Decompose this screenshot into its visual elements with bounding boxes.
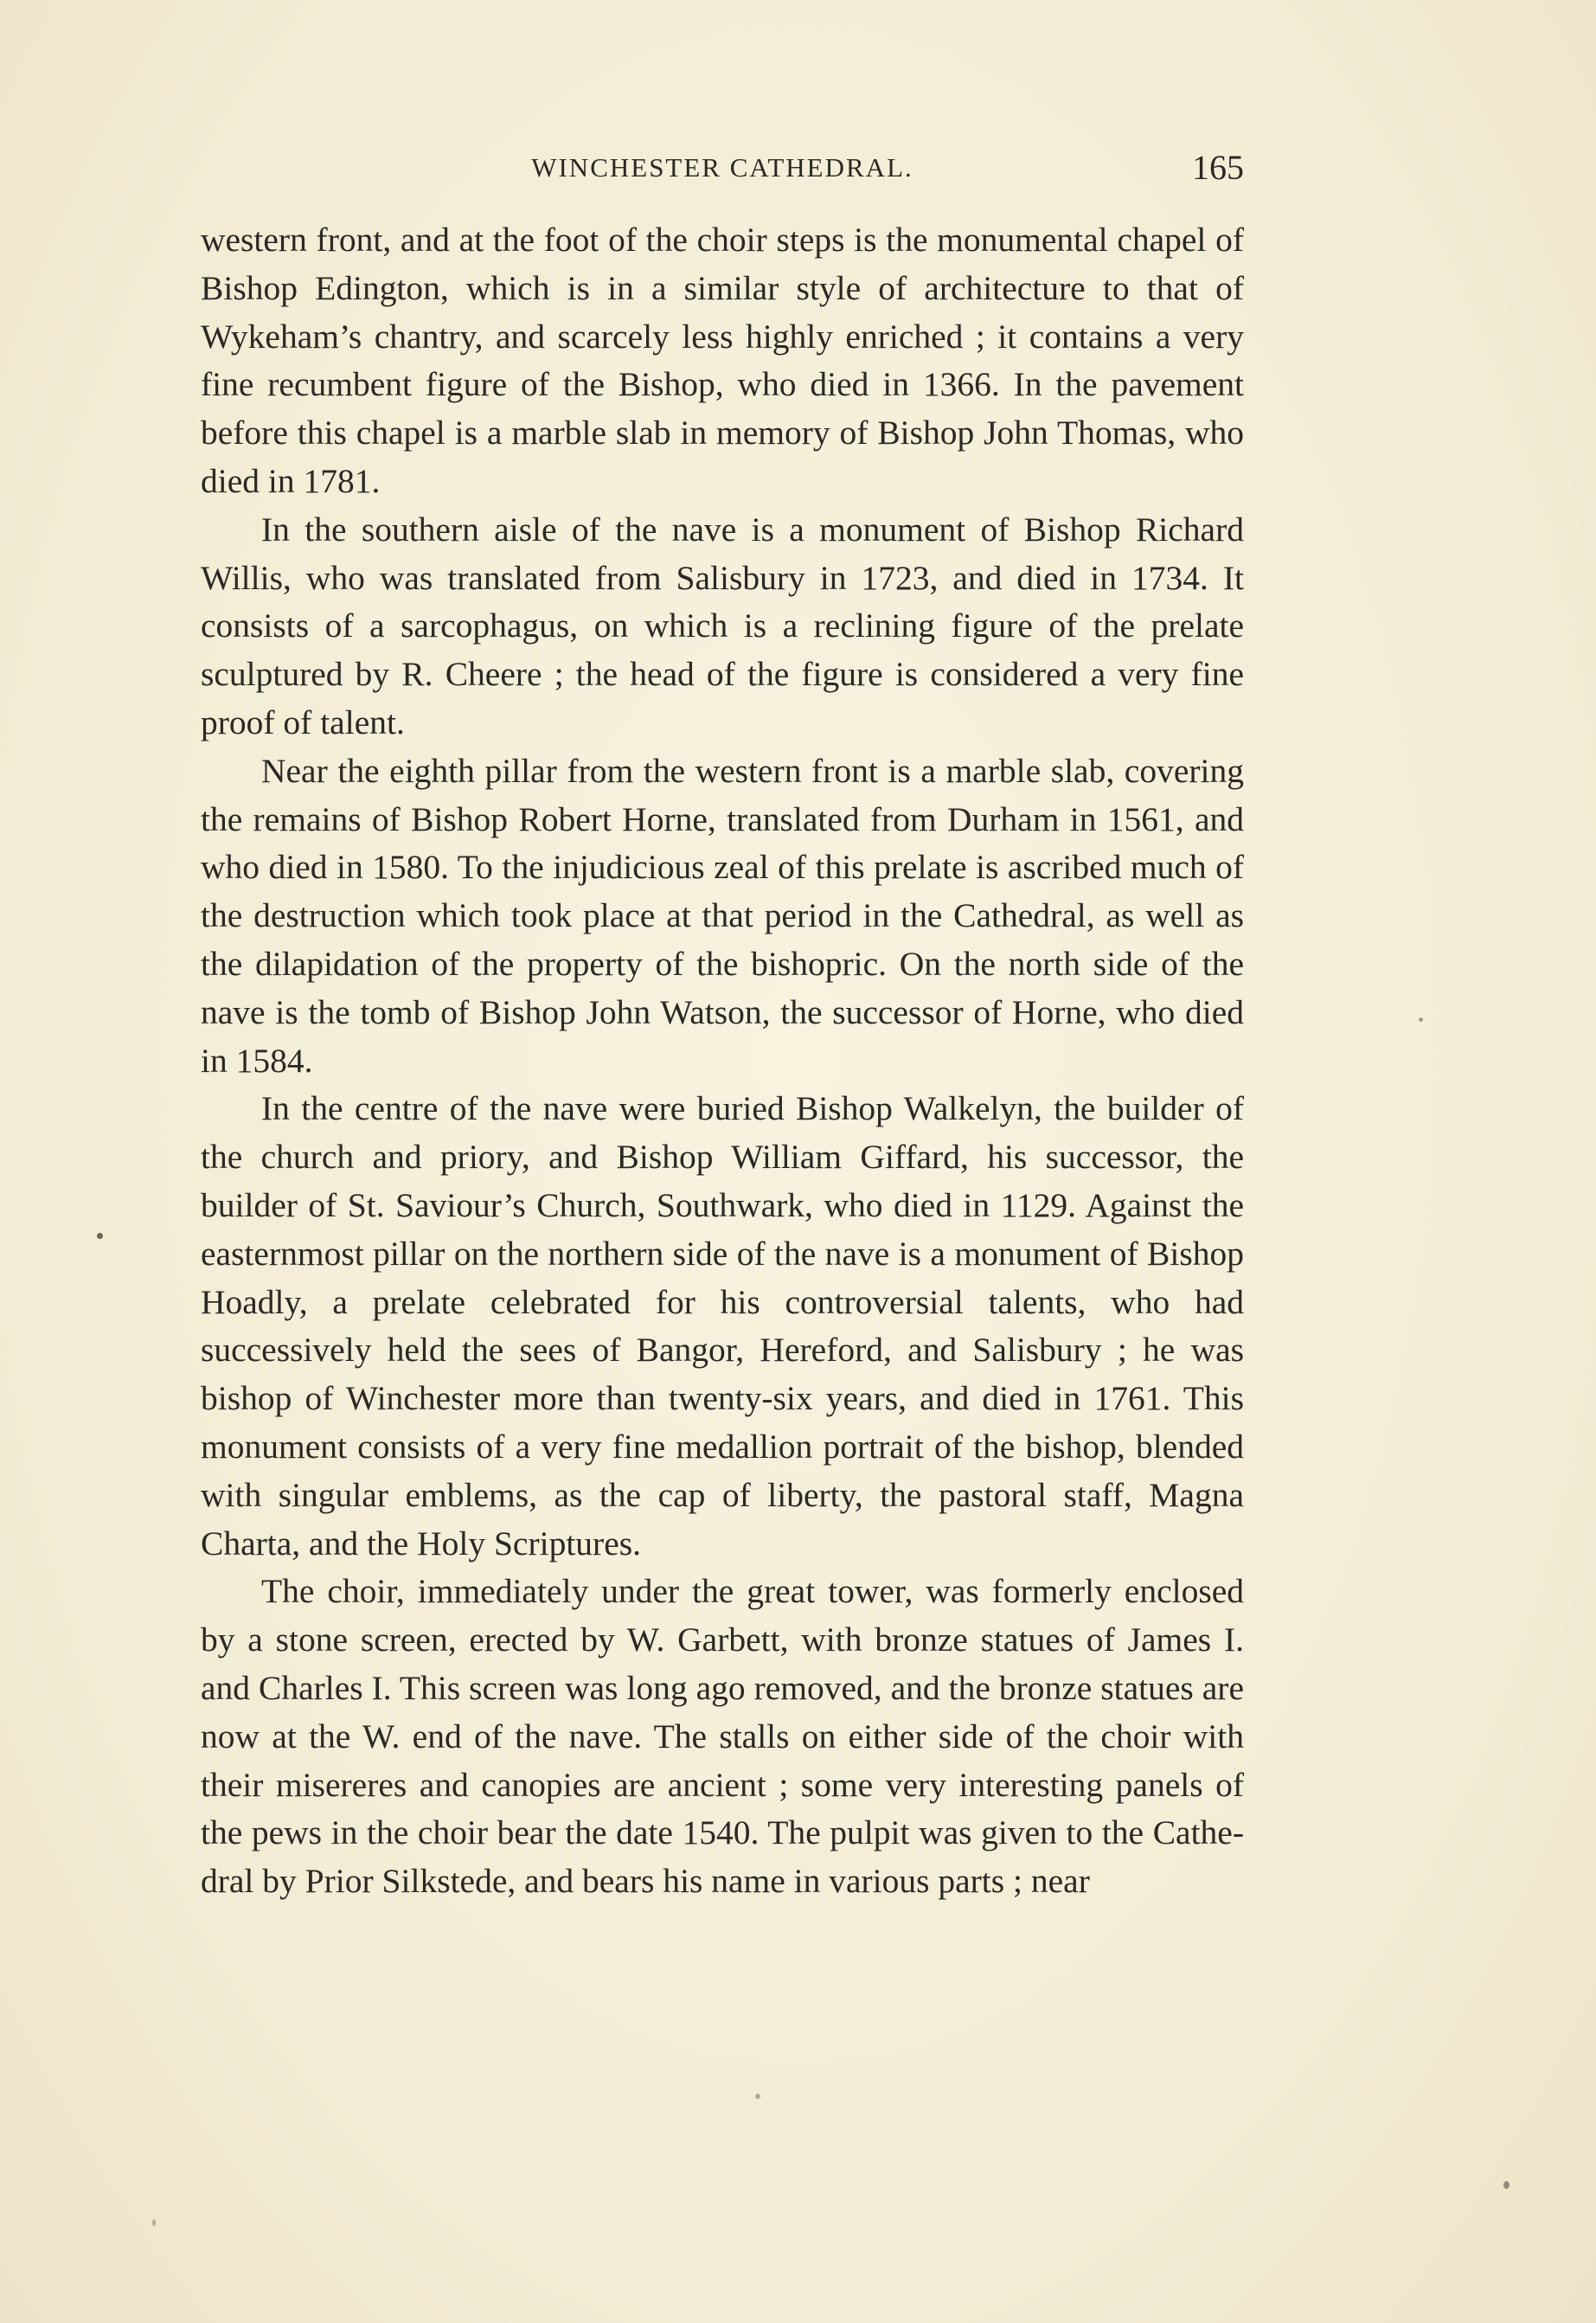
- paragraph: In the centre of the nave were buried Bishop Walkelyn, the builder of the church and priory, and Bishop William Giffard, his successor, the builder of St. Saviour’s Church, Southwark, who died in 1129. Against the easternmost pillar on the northern side of the nave is a monument of Bishop Hoadly, a prelate celebrated for his controversial talents, who had successively held the sees of Bangor, Hereford, and Salisbury ; he was bishop of Winchester more than twenty-six years, and died in 1761. This monument consists of a very fine medallion portrait of the bishop, blended with singular emblems, as the cap of liberty, the pastoral staff, Magna Charta, and the Holy Scriptures.: [201, 1089, 1244, 1563]
- page-header: [201, 145, 1244, 190]
- body-text: [201, 216, 1244, 1906]
- paper-speck: [97, 1233, 103, 1239]
- paper-speck: [1419, 1017, 1423, 1022]
- paper-speck: [755, 2094, 760, 2099]
- page-number: 165: [1192, 148, 1244, 187]
- paper-speck: [152, 2219, 156, 2226]
- paragraph: western front, and at the foot of the choir steps is the monumental chapel of Bishop Edington, which is in a similar style of architecture to that of Wykeham’s chantry, and scarcely less highly enriched ; it contains a very fine recumbent figure of the Bishop, who died in 1366. In the pavement before this chapel is a marble slab in memory of Bishop John Thomas, who died in 1781.: [201, 221, 1244, 500]
- paragraph: Near the eighth pillar from the western front is a marble slab, covering the remains of Bishop Robert Horne, translated from Durham in 1561, and who died in 1580. To the injudicious zeal of this prelate is ascribed much of the destruction which took place at that period in the Cathedral, as well as the dilapidation of the property of the bishopric. On the north side of the nave is the tomb of Bishop John Watson, the successor of Horne, who died in 1584.: [201, 751, 1244, 1080]
- paragraph: In the southern aisle of the nave is a monument of Bishop Richard Willis, who was translated from Salisbury in 1723, and died in 1734. It consists of a sarcophagus, on which is a reclining figure of the prelate sculptured by R. Cheere ; the head of the figure is considered a very fine proof of talent.: [201, 510, 1244, 741]
- paper-speck: [1503, 2181, 1509, 2189]
- paragraph: The choir, immediately under the great tower, was formerly enclosed by a stone screen, erected by W. Garbett, with bronze statues of James I. and Charles I. This screen was long ago removed, and the bronze statues are now at the W. end of the nave. The stalls on either side of the choir with their misereres and canopies are ancient ; some very interesting panels of the pews in the choir bear the date 1540. The pulpit was given to the Cathedral by Prior Silkstede, and bears his name in various parts ; near: [201, 1572, 1244, 1901]
- running-title: WINCHESTER CATHEDRAL.: [531, 152, 913, 183]
